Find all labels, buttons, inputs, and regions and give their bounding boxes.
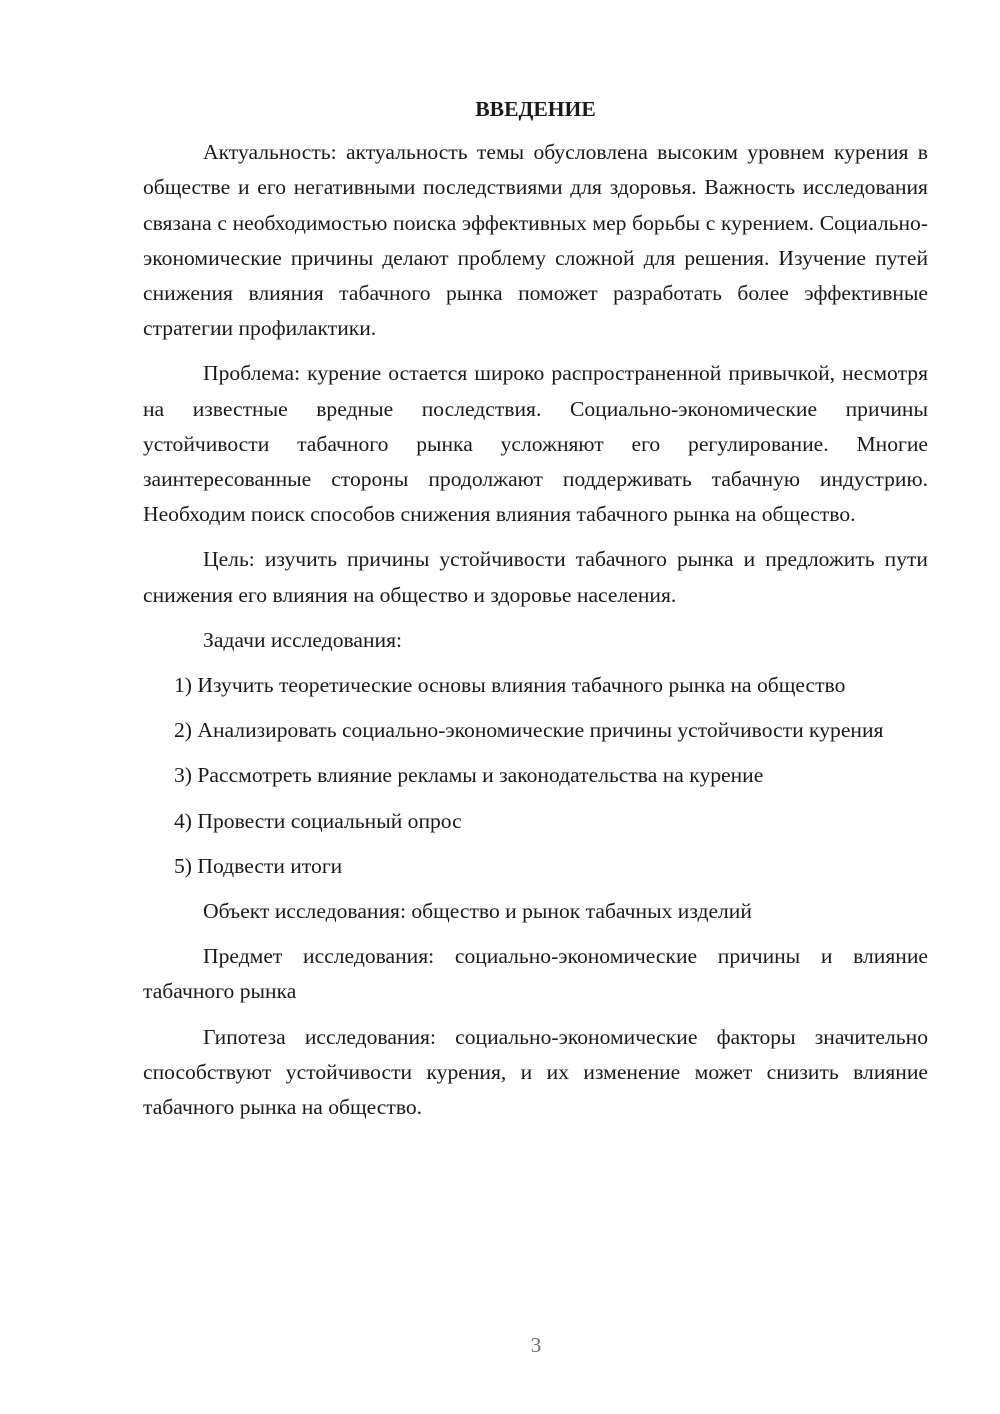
page-content: [143, 92, 928, 1135]
task-item-3: 3) Рассмотреть влияние рекламы и законодательства на курение: [174, 763, 764, 788]
paragraph-problem: Проблема: курение остается широко распространенной привычкой, несмотря на известные вредные последствия. Социально-экономические причины устойчивости табачного рынка усложняют его регулирование. Многие заинтересованные стороны продолжают поддерживать табачную индустрию. Необходим поиск способов снижения влияния табачного рынка на общество.: [143, 361, 928, 527]
paragraph-goal: Цель: изучить причины устойчивости табачного рынка и предложить пути снижения его влияния на общество и здоровье населения.: [143, 547, 928, 607]
paragraph-hypothesis: Гипотеза исследования: социально-экономические факторы значительно способствуют устойчивости курения, и их изменение может снизить влияние табачного рынка на общество.: [143, 1024, 928, 1120]
section-title: ВВЕДЕНИЕ: [475, 97, 596, 121]
task-item-2: 2) Анализировать социально-экономические причины устойчивости курения: [174, 718, 884, 743]
paragraph-object: Объект исследования: общество и рынок табачных изделий: [203, 899, 752, 924]
page-number: 3: [530, 1333, 542, 1357]
tasks-heading: Задачи исследования:: [203, 627, 403, 652]
task-item-4: 4) Провести социальный опрос: [174, 808, 462, 833]
paragraph-relevance: Актуальность: актуальность темы обусловлена высоким уровнем курения в обществе и его негативными последствиями для здоровья. Важность исследования связана с необходимостью поиска эффективных мер борьбы с курением. Социально-экономические причины делают проблему сложной для решения. Изучение путей снижения влияния табачного рынка поможет разработать более эффективные стратегии профилактики.: [143, 140, 928, 341]
paragraph-subject: Предмет исследования: социально-экономические причины и влияние табачного рынка: [143, 944, 928, 1004]
task-item-5: 5) Подвести итоги: [174, 853, 343, 878]
task-item-1: 1) Изучить теоретические основы влияния табачного рынка на общество: [174, 673, 846, 698]
